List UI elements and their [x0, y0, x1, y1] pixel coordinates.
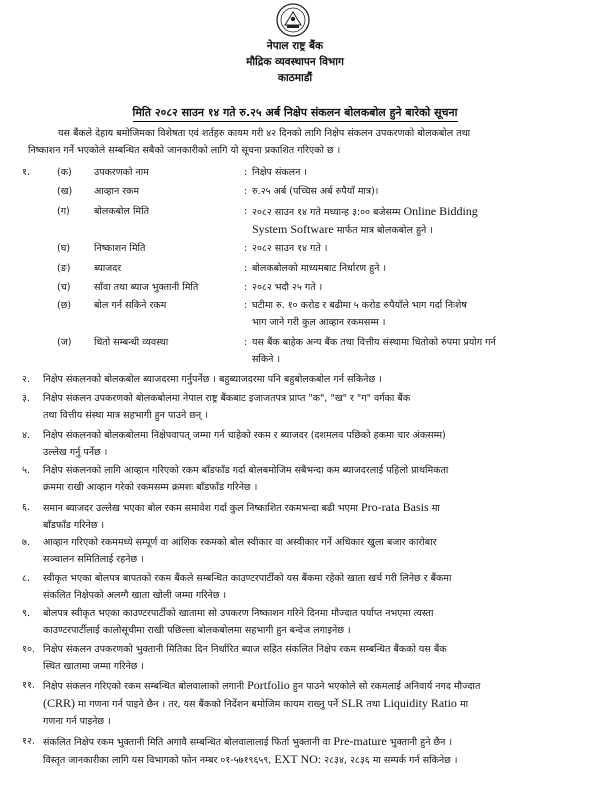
item-line: निक्षेप संकलन उपकरणको भुक्तानी मितिका दिन निर्धारित ब्याज सहित संकलित निक्षेप रकम सम्बन्धित बैंकको यस बैंक: [43, 644, 447, 655]
item-number: १.: [22, 167, 30, 178]
detail-value: [252, 334, 570, 368]
item-text: [43, 462, 573, 496]
item-line-text: हुन पाउने भएकोले सो रकमलाई अनिवार्य नगद मौज्दात: [292, 681, 481, 692]
item-line: बोलपत्र स्वीकृत भएका काउण्टरपार्टीको खातामा सो उपकरण निष्काशन गरिने दिनमा मौज्दात पर्याप्त नभएमा त्यस्ता: [43, 608, 434, 619]
detail-index: (च): [57, 282, 71, 293]
detail-colon: :: [244, 186, 248, 197]
item-line: तथा वित्तीय संस्था मात्र सहभागी हुन पाउने छन् ।: [43, 410, 208, 421]
item-line: काउण्टरपार्टीलाई कालोसूचीमा राखी पछिल्ला बोलकबोलमा सहभागी हुन बन्देज लगाइनेछ ।: [43, 625, 351, 636]
intro-line: यस बैंकले देहाय बमोजिमका विशेषता एवं शर्तहरु कायम गरी ४२ दिनको लागि निक्षेप संकलन उपकरणको बोलकबोल तथा: [58, 128, 471, 139]
detail-label: साँवा तथा ब्याज भुक्तानी मिति: [94, 282, 199, 293]
detail-label: आव्हान रकम: [94, 186, 140, 197]
item-line-text: मा: [431, 503, 440, 514]
item-text: [43, 534, 573, 568]
detail-value: २०८२ साउन १४ गते ।: [252, 243, 328, 254]
item-line: [43, 695, 573, 713]
item-text: [43, 677, 573, 730]
detail-value-text: भाग जाने गरी कुल आव्हान रकमसम्म ।: [252, 317, 386, 328]
item-line-text: २८३४, २८३६ मा सम्पर्क गर्न सकिनेछ ।: [324, 755, 458, 766]
detail-label: बोल गर्न सकिने रकम: [94, 300, 167, 311]
item-number: ६.: [22, 502, 30, 513]
detail-index: (ज): [57, 337, 72, 348]
item-line: उल्लेख गर्नु पर्नेछ ।: [43, 447, 108, 458]
detail-label: उपकरणको नाम: [94, 167, 149, 178]
detail-colon: :: [244, 300, 248, 311]
item-line: क्रममा राखी आव्हान गरेको रकमसम्म क्रमशः बाँडफाँड गरिनेछ ।: [43, 482, 258, 493]
notice-title-wrap: [0, 101, 590, 122]
item-number: १२.: [22, 736, 35, 747]
detail-colon: :: [244, 282, 248, 293]
detail-colon: :: [244, 337, 248, 348]
item-line: स्थित खातामा जम्मा गरिनेछ ।: [43, 661, 145, 672]
item-line-latin: Liquidity Ratio: [383, 696, 457, 710]
item-text: निक्षेप संकलनको बोलकबोल ब्याजदरमा गर्नुपर्नेछ । बहुब्याजदरमा पनि बहुबोलकबोल गर्न सकिनेछ ।: [43, 374, 382, 385]
item-text: [43, 605, 573, 639]
item-line: गणना गर्न पाइनेछ ।: [43, 716, 111, 727]
detail-colon: :: [244, 167, 248, 178]
item-line-text: भुक्तानी हुने छैन ।: [389, 737, 453, 748]
bank-name: नेपाल राष्ट्र बैंक: [266, 40, 324, 52]
item-number: ५.: [22, 465, 30, 476]
detail-value-text: सकिने ।: [252, 354, 281, 365]
item-text: [43, 641, 573, 675]
item-line: स्वीकृत भएका बोलपत्र बापतको रकम बैंकले सम्बन्धित काउण्टरपार्टीको यस बैंकमा रहेको खाता खर्च गरी लिनेछ र बैंकमा: [43, 573, 452, 584]
detail-label: ब्याजदर: [94, 263, 122, 274]
item-line-latin: Pro-rata Basis: [361, 500, 429, 514]
item-line: निक्षेप संकलनको बोलकबोलमा निक्षेपवापत् जम्मा गर्न चाहेको रकम र ब्याजदर (दशमलव पछिको हकमा चार अंकसम्म): [43, 430, 446, 441]
detail-label: बोलकबोल मिति: [94, 206, 149, 217]
city-name: काठमाडौं: [277, 72, 313, 84]
item-line: बाँडफाँड गरिनेछ ।: [43, 520, 105, 531]
detail-value-latin: Online Bidding: [403, 204, 478, 218]
detail-value: [252, 297, 570, 331]
item-line: आव्हान गरिएको रकममध्ये सम्पूर्ण वा आंशिक रकमको बोल स्वीकार वा अस्वीकार गर्ने अधिकार खुला बजार कारोबार: [43, 537, 437, 548]
item-number: ९.: [22, 608, 30, 619]
item-line-latin: EXT NO:: [274, 752, 322, 766]
department-name: मौद्रिक व्यवस्थापन विभाग: [246, 56, 344, 68]
item-line: निक्षेप संकलन उपकरणको बोलकबोलमा नेपाल राष्ट्र बैंकबाट इजाजतपत्र प्राप्त "क", "ख" र "ग" वर्गका बैंक: [43, 393, 411, 404]
intro-paragraph: [28, 125, 568, 159]
detail-index: (ङ): [57, 263, 71, 274]
item-line-text: मा गणना गर्न पाइने छैन । तर, यस बैंकको निर्देशन बमोजिम कायम राख्नु पर्ने: [78, 699, 339, 710]
item-line-text: विस्तृत जानकारीका लागि यस विभागको फोन नम्बर ०१-५७१९६५९,: [43, 755, 272, 766]
detail-value: २०८२ भदौ २५ गते ।: [252, 282, 323, 293]
detail-value: बोलकबोलको माध्यमबाट निर्धारण हुने ।: [252, 263, 387, 274]
detail-colon: :: [244, 243, 248, 254]
detail-label: धितो सम्बन्धी व्यवस्था: [94, 337, 169, 348]
detail-value-text: मार्फत मात्र बोलकबोल हुने ।: [336, 225, 433, 236]
detail-colon: :: [244, 263, 248, 274]
item-number: ७.: [22, 537, 30, 548]
notice-title: मिति २०८२ साउन १४ गते रु.२५ अर्ब निक्षेप संकलन बोलकबोल हुने बारेको सूचना: [133, 106, 458, 122]
bank-emblem-icon: [276, 3, 310, 37]
detail-value-latin: System Software: [252, 222, 334, 236]
item-line: निक्षेप संकलनको लागि आव्हान गरिएको रकम बाँडफाँड गर्दा बोलबमोजिम सबैभन्दा कम ब्याजदरलाई पहिलो प्राथमिकता: [43, 465, 449, 476]
item-number: २.: [22, 374, 30, 385]
item-text: [43, 570, 573, 604]
item-line: सञ्चालन समितिलाई रहनेछ ।: [43, 554, 144, 565]
detail-value-text: २०८२ साउन १४ गते मध्यान्ह ३:०० बजेसम्म: [252, 207, 401, 218]
item-text: [43, 390, 573, 424]
intro-line: निष्काशन गर्ने भएकोले सम्बन्धित सबैको जानकारीको लागि यो सूचना प्रकाशित गरिएको छ ।: [28, 145, 341, 156]
detail-colon: :: [244, 206, 248, 217]
item-line: [43, 499, 573, 517]
detail-value: [252, 203, 570, 239]
item-text: [43, 733, 573, 769]
detail-index: (घ): [57, 243, 71, 254]
item-number: ४.: [22, 430, 30, 441]
detail-value-text: यस बैंक बाहेक अन्य बैंक तथा वित्तीय संस्थामा धितोको रुपमा प्रयोग गर्न: [252, 337, 496, 348]
item-line: [43, 677, 573, 695]
item-line: [43, 751, 573, 769]
detail-index: (ख): [57, 186, 73, 197]
detail-index: (क): [57, 167, 72, 178]
detail-index: (छ): [57, 300, 72, 311]
detail-value: निक्षेप संकलन ।: [252, 167, 308, 178]
item-line: [43, 733, 573, 751]
item-line-latin: Portfolio: [247, 678, 290, 692]
item-text: [43, 427, 573, 461]
detail-label: निष्काशन मिति: [94, 243, 146, 254]
item-line-latin: SLR: [341, 696, 364, 710]
detail-value-text: घटीमा रु. १० करोड र बढीमा ५ करोड रुपैयाँले भाग गर्दा निःशेष: [252, 300, 467, 311]
item-line-text: निक्षेप संकलन गरिएको रकम सम्बन्धित बोलवालाको लगानी: [43, 681, 245, 692]
item-line: संकलित निक्षेपको अलग्गै खाता खोली जम्मा गरिनेछ ।: [43, 590, 227, 601]
item-line-latin: (CRR): [43, 696, 76, 710]
item-text: [43, 499, 573, 534]
item-number: ११.: [22, 680, 35, 691]
item-number: ८.: [22, 573, 30, 584]
item-line-text: मा: [459, 699, 469, 710]
item-line-latin: Pre-mature: [333, 734, 387, 748]
detail-index: (ग): [57, 206, 70, 217]
item-line-text: समान ब्याजदर उल्लेख भएका बोल रकम समावेश गर्दा कुल निष्काशित रकमभन्दा बढी भएमा: [43, 503, 358, 514]
item-line-text: तथा: [366, 699, 381, 710]
item-number: १०.: [22, 644, 35, 655]
item-line-text: संकलित निक्षेप रकम भुक्तानी मिति अगावै सम्बन्धित बोलवालालाई फिर्ता भुक्तानी वा: [43, 737, 331, 748]
detail-value: रु.२५ अर्ब (पच्चिस अर्ब रुपैयाँ मात्र)।: [252, 186, 379, 197]
item-number: ३.: [22, 393, 30, 404]
